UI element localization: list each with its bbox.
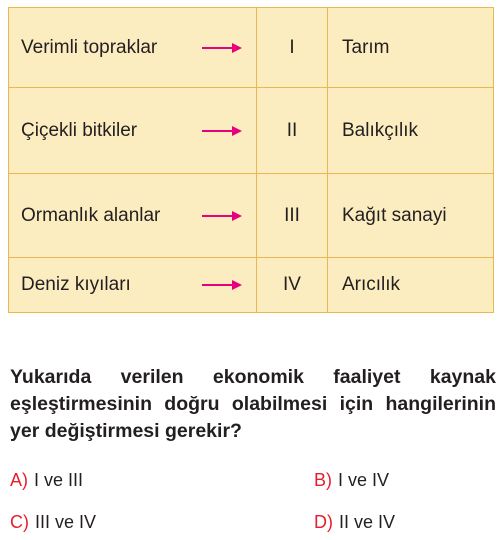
source-cell bbox=[9, 8, 257, 88]
option-text: III ve IV bbox=[35, 512, 97, 532]
source-label: Verimli topraklar bbox=[21, 36, 158, 58]
source-cell bbox=[9, 174, 257, 258]
option-a[interactable] bbox=[10, 470, 83, 491]
option-text: II ve IV bbox=[339, 512, 396, 532]
numeral-cell: IV bbox=[257, 258, 328, 313]
option-d[interactable] bbox=[314, 512, 395, 533]
table-row bbox=[9, 174, 494, 258]
numeral-cell: III bbox=[257, 174, 328, 258]
arrow-right-icon bbox=[202, 42, 242, 54]
activity-cell: Tarım bbox=[328, 8, 494, 88]
option-text: I ve IV bbox=[338, 470, 390, 490]
activity-cell: Balıkçılık bbox=[328, 88, 494, 174]
option-b[interactable] bbox=[314, 470, 389, 491]
source-cell bbox=[9, 88, 257, 174]
option-letter: B) bbox=[314, 470, 332, 490]
source-label: Ormanlık alanlar bbox=[21, 204, 161, 226]
activity-cell: Arıcılık bbox=[328, 258, 494, 313]
table-row bbox=[9, 258, 494, 313]
option-c[interactable] bbox=[10, 512, 96, 533]
table-row bbox=[9, 88, 494, 174]
table-row bbox=[9, 8, 494, 88]
option-letter: D) bbox=[314, 512, 333, 532]
numeral-cell: II bbox=[257, 88, 328, 174]
matching-table bbox=[8, 7, 494, 313]
source-label: Deniz kıyıları bbox=[21, 274, 131, 295]
option-letter: A) bbox=[10, 470, 28, 490]
arrow-right-icon bbox=[202, 210, 242, 222]
arrow-right-icon bbox=[202, 279, 242, 291]
option-text: I ve III bbox=[34, 470, 84, 490]
source-cell bbox=[9, 258, 257, 313]
source-label: Çiçekli bitkiler bbox=[21, 119, 138, 141]
arrow-right-icon bbox=[202, 125, 242, 137]
option-letter: C) bbox=[10, 512, 29, 532]
numeral-cell: I bbox=[257, 8, 328, 88]
question-text: Yukarıda verilen ekonomik faaliyet kaynak eşleştirmesinin doğru olabilmesi için hangilerinin yer değiştirmesi gerekir? bbox=[10, 366, 496, 442]
activity-cell: Kağıt sanayi bbox=[328, 174, 494, 258]
